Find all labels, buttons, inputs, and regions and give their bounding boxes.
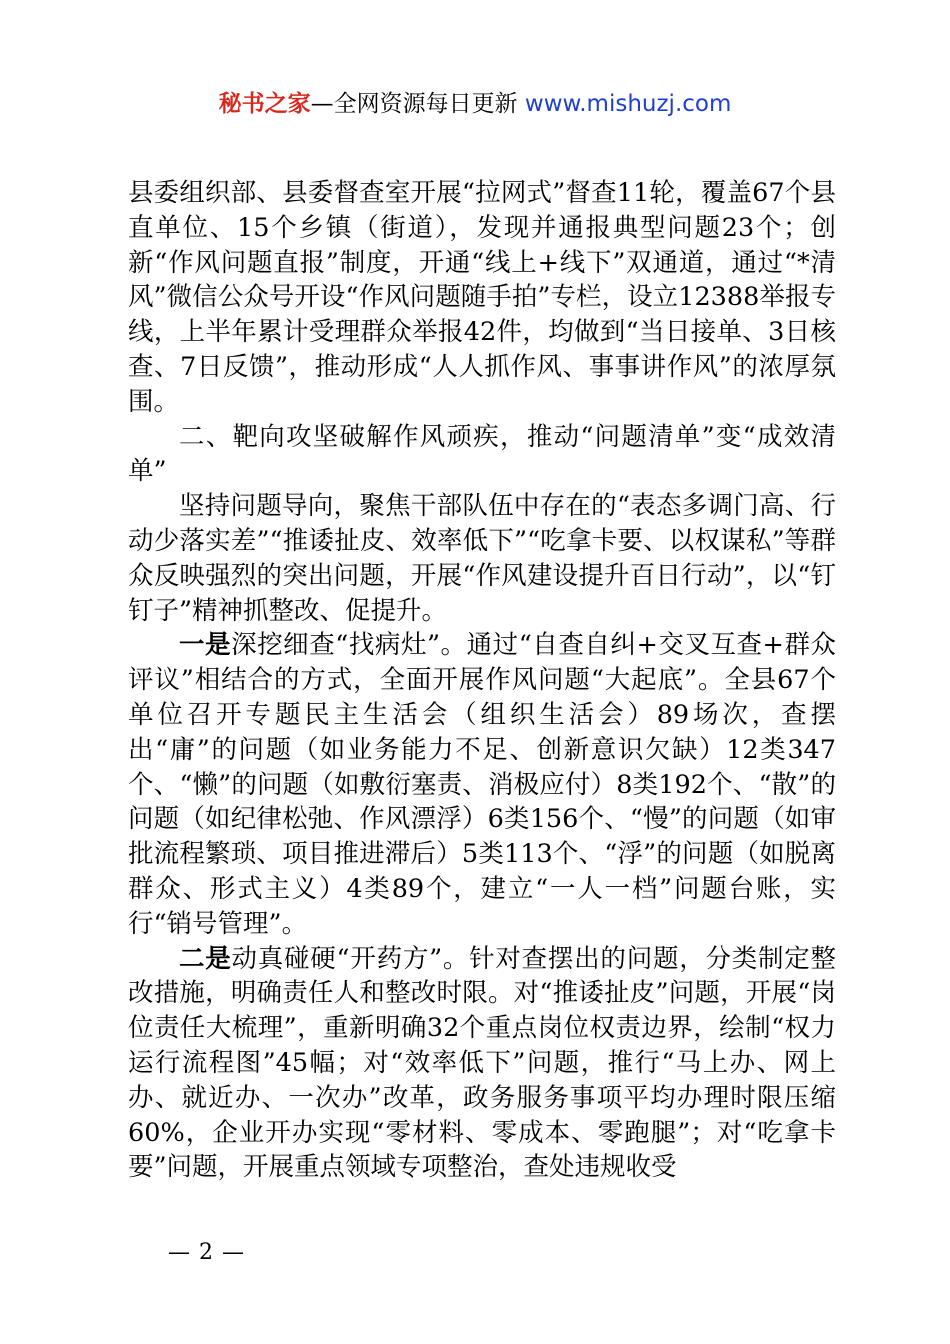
site-url-link[interactable]: www.mishuzj.com bbox=[524, 91, 732, 117]
site-banner bbox=[0, 88, 950, 120]
document-body bbox=[128, 176, 836, 1185]
paragraph-lead-label: 二是 bbox=[179, 943, 232, 974]
site-brand: 秘书之家 bbox=[218, 91, 311, 117]
paragraph-item-two: 二是动真碰硬“开药方”。针对查摆出的问题，分类制定整改措施，明确责任人和整改时限。对“推诿扯皮”问题，开展“岗位责任大梳理”，重新明确32个重点岗位权责边界，绘制“权力运行流程图”45幅；对“效率低下”问题，推行“马上办、网上办、就近办、一次办”改革，政务服务事项平均办理时限压缩60%，企业开办实现“零材料、零成本、零跑腿”；对“吃拿卡要”问题，开展重点领域专项整治，查处违规收受 bbox=[128, 943, 836, 1183]
page-number: — 2 — bbox=[168, 1240, 245, 1265]
site-slogan: —全网资源每日更新 bbox=[310, 91, 518, 117]
section-heading: 二、靶向攻坚破解作风顽疾，推动“问题清单”变“成效清单” bbox=[128, 421, 836, 487]
paragraph-item-one: 一是深挖细查“找病灶”。通过“自查自纠+交叉互查+群众评议”相结合的方式，全面开展作风问题“大起底”。全县67个单位召开专题民主生活会（组织生活会）89场次，查摆出“庸”的问题（如业务能力不足、创新意识欠缺）12类347个、“懒”的问题（如敷衍塞责、消极应付）8类192个、“散”的问题（如纪律松弛、作风漂浮）6类156个、“慢”的问题（如审批流程繁琐、项目推进滞后）5类113个、“浮”的问题（如脱离群众、形式主义）4类89个，建立“一人一档”问题台账，实行“销号管理”。 bbox=[128, 630, 836, 939]
paragraph-lead-label: 一是 bbox=[179, 630, 232, 661]
paragraph-intro: 坚持问题导向，聚焦干部队伍中存在的“表态多调门高、行动少落实差”“推诿扯皮、效率低下”“吃拿卡要、以权谋私”等群众反映强烈的突出问题，开展“作风建设提升百日行动”，以“钉钉子”精神抓整改、促提升。 bbox=[128, 491, 836, 626]
paragraph-continuation: 县委组织部、县委督查室开展“拉网式”督查11轮，覆盖67个县直单位、15个乡镇（街道），发现并通报典型问题23个；创新“作风问题直报”制度，开通“线上+线下”双通道，通过“*清风”微信公众号开设“作风问题随手拍”专栏，设立12388举报专线，上半年累计受理群众举报42件，均做到“当日接单、3日核查、7日反馈”，推动形成“人人抓作风、事事讲作风”的浓厚氛围。 bbox=[128, 178, 836, 417]
